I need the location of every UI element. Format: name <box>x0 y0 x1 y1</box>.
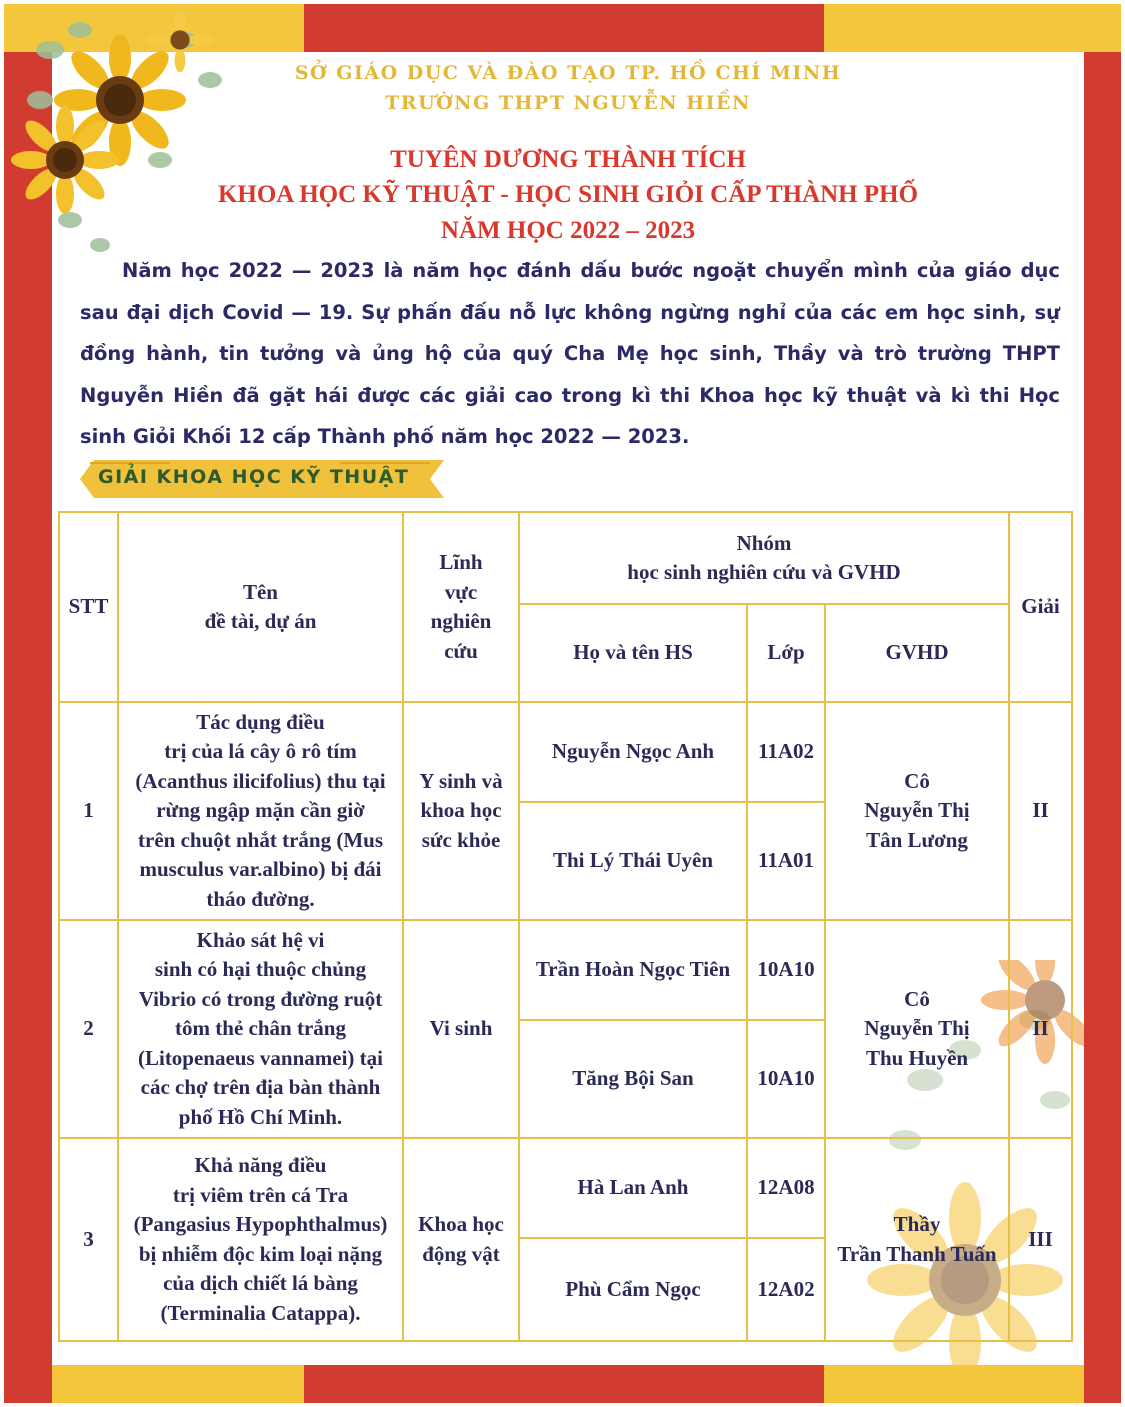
frame-band-bottom-right <box>824 1365 1084 1403</box>
row-student-name: Phù Cẩm Ngọc <box>519 1238 747 1341</box>
row-student-class: 10A10 <box>747 1020 825 1138</box>
row-topic: Tác dụng điều trị của lá cây ô rô tím (Acanthus ilicifolius) thu tại rừng ngập mặn cần giờ trên chuột nhắt trắng (Mus musculus var.albino) bị đái tháo đường. <box>118 702 403 920</box>
page-title: TUYÊN DƯƠNG THÀNH TÍCH <box>390 146 746 173</box>
header-topic: Tên đề tài, dự án <box>118 512 403 702</box>
row-stt: 1 <box>59 702 118 920</box>
row-student-name: Thi Lý Thái Uyên <box>519 802 747 920</box>
table-row <box>59 702 1072 802</box>
table-row <box>59 1138 1072 1238</box>
prize-table <box>58 511 1073 1342</box>
header-stt: STT <box>59 512 118 702</box>
header-field: Lĩnh vực nghiên cứu <box>403 512 519 702</box>
header-advisor: GVHD <box>825 604 1009 702</box>
row-field: Vi sinh <box>403 920 519 1138</box>
row-topic: Khảo sát hệ vi sinh có hại thuộc chủng Vibrio có trong đường ruột tôm thẻ chân trắng (Litopenaeus vannamei) tại các chợ trên địa bàn thành phố Hồ Chí Minh. <box>118 920 403 1138</box>
row-prize: II <box>1009 920 1072 1138</box>
page-subtitle: KHOA HỌC KỸ THUẬT - HỌC SINH GIỎI CẤP THÀNH PHỐ <box>217 181 919 208</box>
table-row <box>59 920 1072 1020</box>
row-topic: Khả năng điều trị viêm trên cá Tra (Pangasius Hypophthalmus) bị nhiễm độc kim loại nặng của dịch chiết lá bàng (Terminalia Catappa). <box>118 1138 403 1341</box>
department-name: SỞ GIÁO DỤC VÀ ĐÀO TẠO TP. HỒ CHÍ MINH <box>294 62 842 84</box>
intro-paragraph: Năm học 2022 — 2023 là năm học đánh dấu bước ngoặt chuyển mình của giáo dục sau đại dịch Covid — 19. Sự phấn đấu nỗ lực không ngừng nghỉ của các em học sinh, sự đồng hành, tin tưởng và ủng hộ của quý Cha Mẹ học sinh, Thầy và trò trường THPT Nguyễn Hiền đã gặt hái được các giải cao trong kì thi Khoa học kỹ thuật và kì thi Học sinh Giỏi Khối 12 cấp Thành phố năm học 2022 — 2023. <box>80 259 1060 448</box>
section-ribbon <box>80 460 444 498</box>
header-prize: Giải <box>1009 512 1072 702</box>
row-advisor: Cô Nguyễn Thị Thu Huyền <box>825 920 1009 1138</box>
row-student-class: 11A02 <box>747 702 825 802</box>
row-stt: 2 <box>59 920 118 1138</box>
frame-band-top-right <box>824 4 1121 52</box>
row-student-class: 10A10 <box>747 920 825 1020</box>
row-student-class: 12A08 <box>747 1138 825 1238</box>
row-stt: 3 <box>59 1138 118 1341</box>
frame-band-bottom-left <box>52 1365 304 1403</box>
row-student-name: Tăng Bội San <box>519 1020 747 1138</box>
section-title: GIẢI KHOA HỌC KỸ THUẬT <box>98 466 410 488</box>
header-class: Lớp <box>747 604 825 702</box>
row-advisor: Cô Nguyễn Thị Tân Lương <box>825 702 1009 920</box>
row-prize: II <box>1009 702 1072 920</box>
header-group: Nhóm học sinh nghiên cứu và GVHD <box>519 512 1009 604</box>
row-student-class: 11A01 <box>747 802 825 920</box>
row-student-name: Nguyễn Ngọc Anh <box>519 702 747 802</box>
row-field: Khoa học động vật <box>403 1138 519 1341</box>
table-header-row <box>59 512 1072 604</box>
school-year: NĂM HỌC 2022 – 2023 <box>440 217 696 244</box>
row-prize: III <box>1009 1138 1072 1341</box>
row-field: Y sinh và khoa học sức khỏe <box>403 702 519 920</box>
row-student-name: Hà Lan Anh <box>519 1138 747 1238</box>
school-name: TRƯỜNG THPT NGUYỄN HIỀN <box>385 92 751 114</box>
row-student-class: 12A02 <box>747 1238 825 1341</box>
row-student-name: Trần Hoàn Ngọc Tiên <box>519 920 747 1020</box>
header-student: Họ và tên HS <box>519 604 747 702</box>
row-advisor: Thầy Trần Thanh Tuấn <box>825 1138 1009 1341</box>
